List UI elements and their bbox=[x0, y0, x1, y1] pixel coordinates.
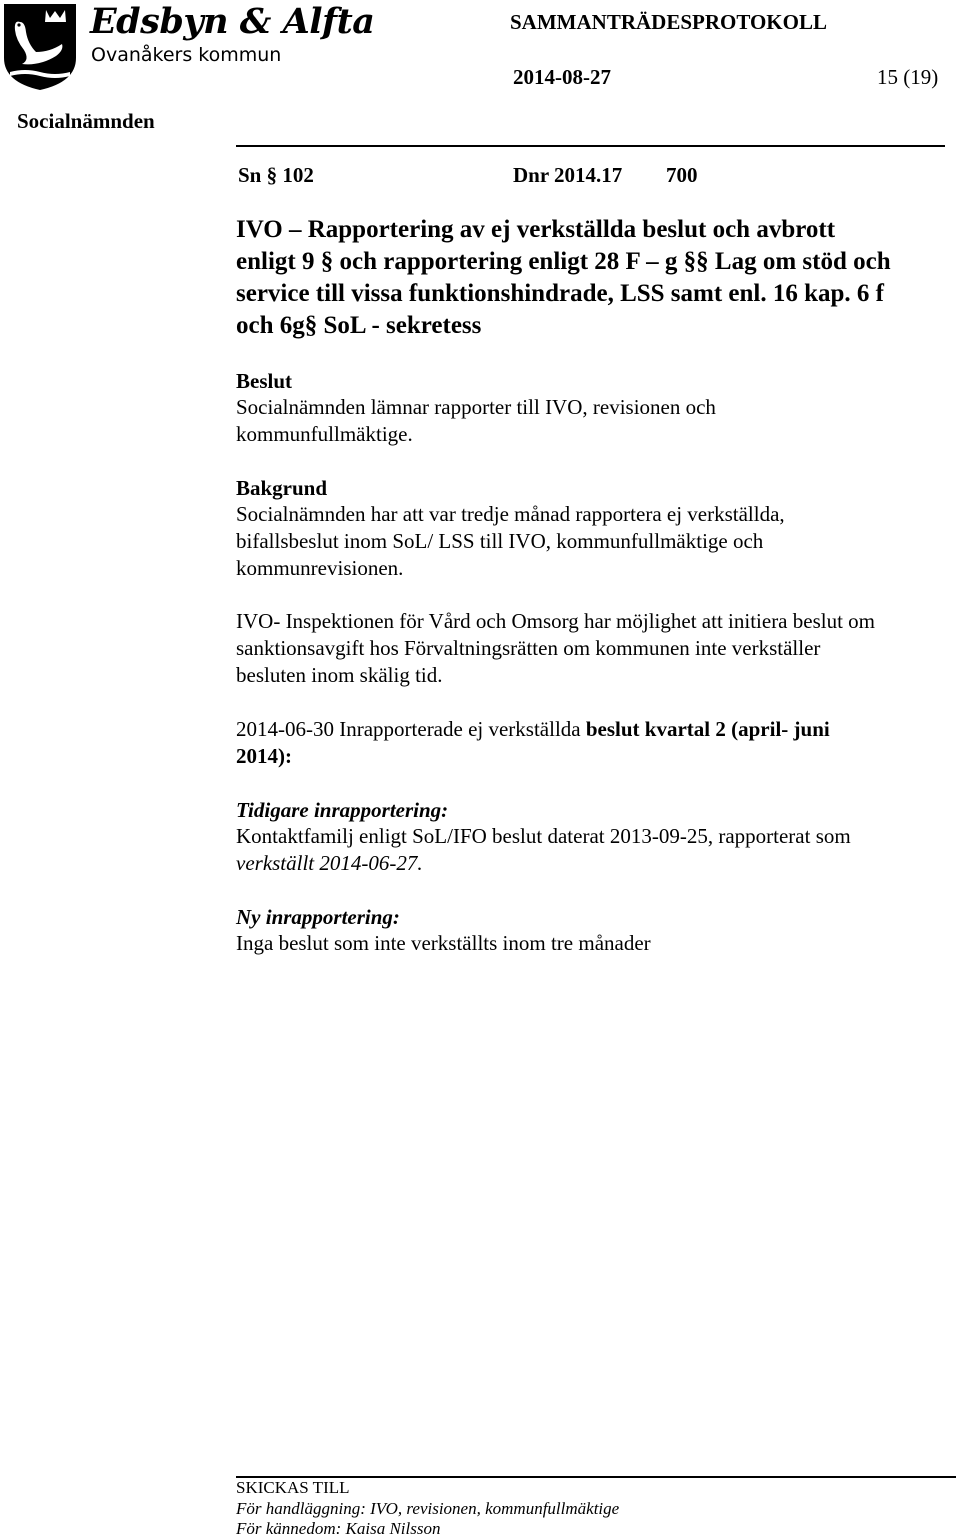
municipality-crest-logo bbox=[0, 0, 80, 92]
case-title-line: IVO – Rapportering av ej verkställda beslut och avbrott bbox=[236, 216, 836, 243]
decision-line: kommunfullmäktige. bbox=[236, 422, 413, 446]
protocol-title: SAMMANTRÄDESPROTOKOLL bbox=[510, 10, 827, 34]
paragraph-number: Sn § 102 bbox=[238, 163, 314, 187]
background-line: besluten inom skälig tid. bbox=[236, 663, 443, 687]
previous-reporting-line: Kontaktfamilj enligt SoL/IFO beslut daterat 2013-09-25, rapporterat som bbox=[236, 824, 851, 848]
logo-subtitle: Ovanåkers kommun bbox=[91, 44, 282, 66]
new-reporting-text: Inga beslut som inte verkställts inom tre månader bbox=[236, 931, 651, 955]
background-heading: Bakgrund bbox=[236, 476, 328, 500]
report-summary bbox=[236, 716, 956, 770]
background-line: Socialnämnden har att var tredje månad rapportera ej verkställda, bbox=[236, 502, 785, 526]
case-title-line: enligt 9 § och rapportering enligt 28 F – g §§ Lag om stöd och bbox=[236, 248, 891, 275]
background-paragraph-1 bbox=[236, 501, 956, 582]
background-line: IVO- Inspektionen för Vård och Omsorg har möjlighet att initiera beslut om bbox=[236, 609, 876, 633]
background-line: sanktionsavgift hos Förvaltningsrätten om kommunen inte verkställer bbox=[236, 636, 821, 660]
case-title-line: service till vissa funktionshindrade, LSS samt enl. 16 kap. 6 f bbox=[236, 280, 885, 307]
previous-reporting-heading: Tidigare inrapportering: bbox=[236, 798, 449, 822]
for-information: För kännedom: Kaisa Nilsson bbox=[236, 1519, 441, 1538]
send-to-label: SKICKAS TILL bbox=[236, 1478, 350, 1497]
decision-line: Socialnämnden lämnar rapporter till IVO, revisionen och bbox=[236, 395, 716, 419]
background-paragraph-2 bbox=[236, 608, 956, 689]
report-summary-text: 2014-06-30 Inrapporterade ej verkställda bbox=[236, 717, 581, 741]
background-line: bifallsbeslut inom SoL/ LSS till IVO, kommunfullmäktige och bbox=[236, 529, 764, 553]
committee-name: Socialnämnden bbox=[17, 109, 155, 133]
diary-number: Dnr 2014.17 bbox=[513, 163, 623, 187]
page-number: 15 (19) bbox=[877, 65, 939, 89]
logo-title: Edsbyn & Alfta bbox=[90, 1, 375, 42]
header-divider bbox=[236, 145, 945, 147]
case-title bbox=[236, 214, 956, 342]
case-title-line: och 6g§ SoL - sekretess bbox=[236, 312, 482, 339]
decision-text bbox=[236, 394, 956, 448]
protocol-date: 2014-08-27 bbox=[513, 65, 611, 89]
report-summary-emphasis: 2014): bbox=[236, 744, 292, 768]
background-line: kommunrevisionen. bbox=[236, 556, 404, 580]
diary-number-suffix: 700 bbox=[666, 163, 698, 187]
previous-reporting-line: verkställt 2014-06-27. bbox=[236, 851, 423, 875]
new-reporting-heading: Ny inrapportering: bbox=[236, 905, 400, 929]
decision-heading: Beslut bbox=[236, 369, 293, 393]
for-handling: För handläggning: IVO, revisionen, kommunfullmäktige bbox=[236, 1499, 620, 1518]
report-summary-emphasis: beslut kvartal 2 (april- juni bbox=[585, 717, 830, 741]
previous-reporting-text bbox=[236, 823, 956, 877]
